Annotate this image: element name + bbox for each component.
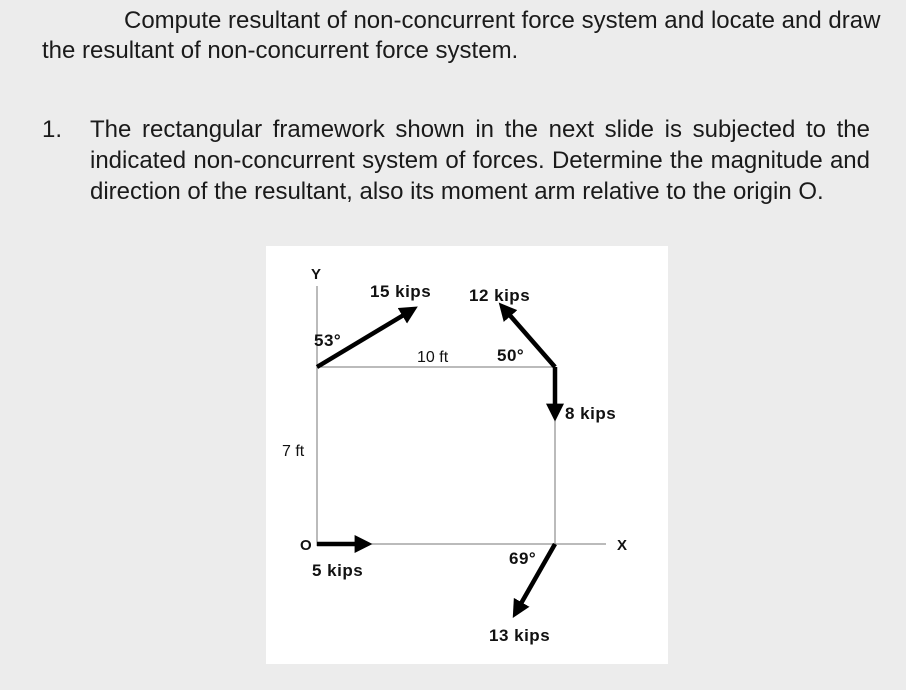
force-13-kips-label: 13 kips <box>489 626 551 645</box>
height-dimension-label: 7 ft <box>282 443 305 460</box>
y-axis-label: Y <box>311 266 322 283</box>
intro-text: Compute resultant of non-concurrent force system and locate and draw the resultant of non-concurrent force system. <box>42 7 881 64</box>
force-12-kips-label: 12 kips <box>469 286 531 305</box>
framework-diagram <box>266 246 668 664</box>
origin-label: O <box>300 537 312 554</box>
force-15-kips-label: 15 kips <box>370 282 432 301</box>
problem-number: 1. <box>42 116 63 143</box>
force-8-kips-label: 8 kips <box>565 404 617 423</box>
problem-item <box>42 114 870 207</box>
framework-figure <box>266 246 668 664</box>
x-axis-label: X <box>617 537 628 554</box>
force-5-kips-label: 5 kips <box>312 561 364 580</box>
problem-text: The rectangular framework shown in the next slide is subjected to the indicated non-concurrent system of forces. Determine the magnitude and direction of the resultant, also its moment arm relative to the origin O. <box>90 116 870 205</box>
angle-69-label: 69° <box>509 549 537 568</box>
angle-53-label: 53° <box>314 331 342 350</box>
angle-50-label: 50° <box>497 346 525 365</box>
width-dimension-label: 10 ft <box>417 349 449 366</box>
